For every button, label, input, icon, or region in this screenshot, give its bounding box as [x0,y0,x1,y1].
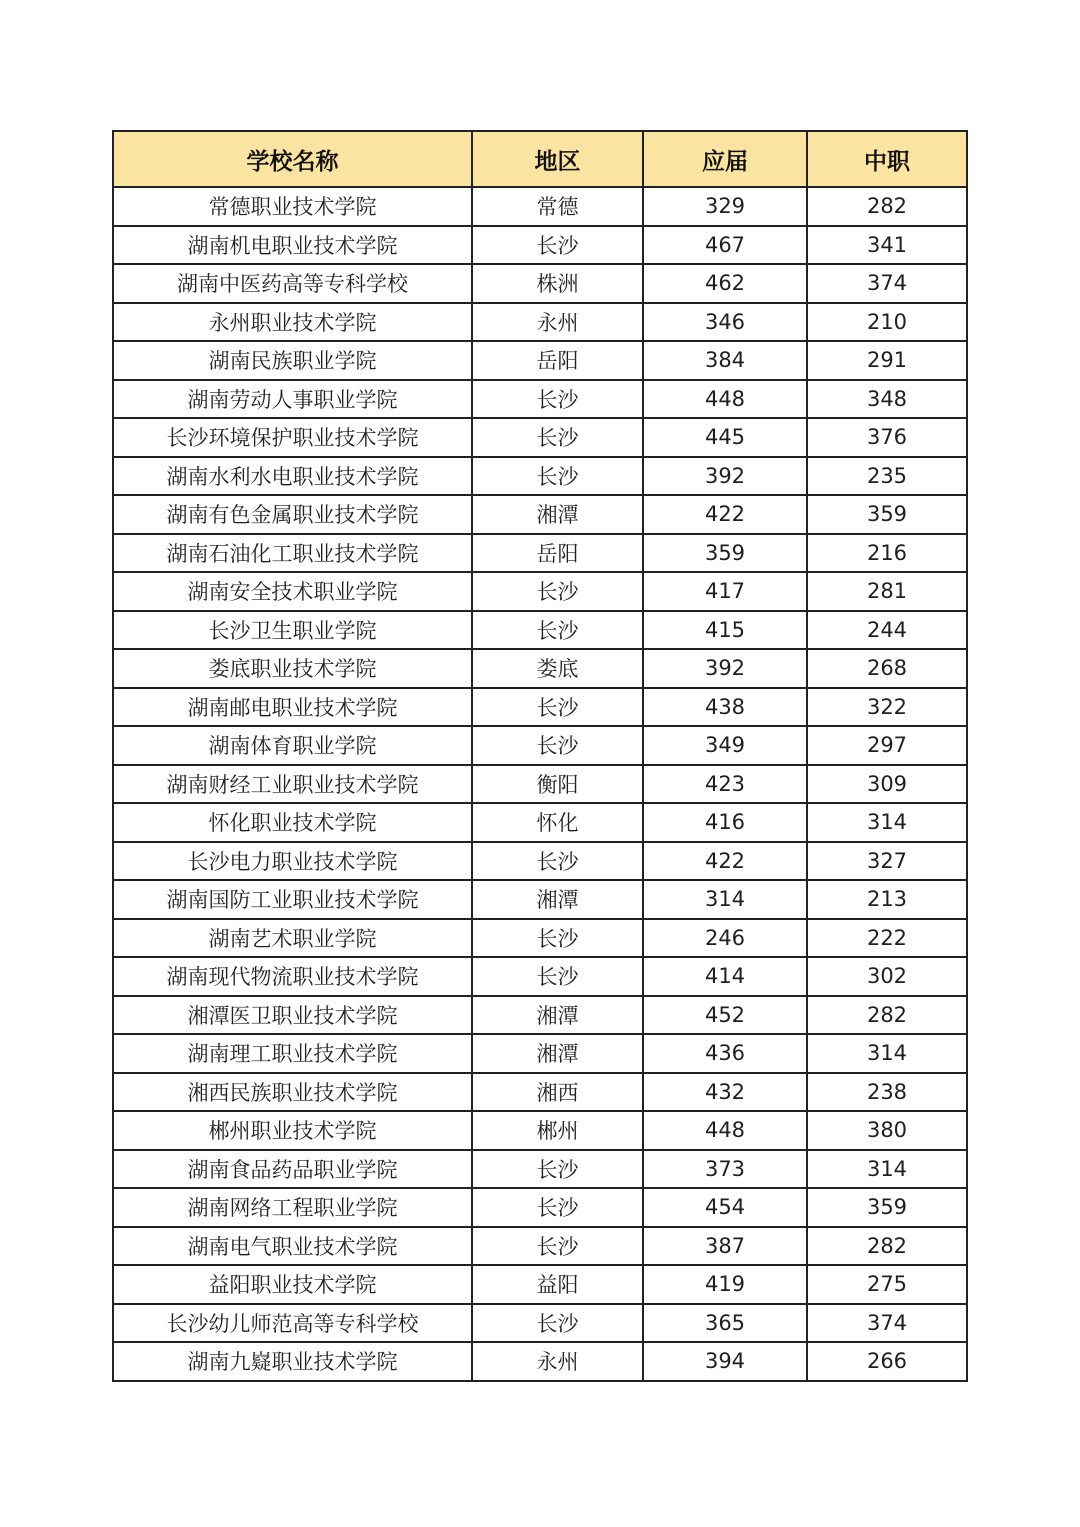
table-row [113,303,967,342]
cell-region: 长沙 [472,1150,643,1189]
table-body [113,187,967,1381]
cell-region: 湘潭 [472,1034,643,1073]
cell-vocational: 268 [807,649,967,688]
table-row [113,1073,967,1112]
cell-current-graduates: 417 [643,572,807,611]
cell-region: 长沙 [472,380,643,419]
cell-region: 长沙 [472,418,643,457]
cell-region: 衡阳 [472,765,643,804]
cell-current-graduates: 349 [643,726,807,765]
cell-school-name: 常德职业技术学院 [113,187,472,226]
cell-current-graduates: 454 [643,1188,807,1227]
cell-vocational: 297 [807,726,967,765]
cell-current-graduates: 415 [643,611,807,650]
table-row [113,842,967,881]
cell-vocational: 359 [807,495,967,534]
cell-region: 长沙 [472,611,643,650]
table-row [113,688,967,727]
cell-region: 长沙 [472,688,643,727]
table-row [113,996,967,1035]
cell-current-graduates: 387 [643,1227,807,1266]
cell-school-name: 湘西民族职业技术学院 [113,1073,472,1112]
cell-region: 怀化 [472,803,643,842]
cell-current-graduates: 422 [643,495,807,534]
cell-school-name: 湖南食品药品职业学院 [113,1150,472,1189]
cell-vocational: 244 [807,611,967,650]
cell-vocational: 282 [807,996,967,1035]
table-row [113,1034,967,1073]
table-row [113,380,967,419]
cell-school-name: 湘潭医卫职业技术学院 [113,996,472,1035]
table-row [113,1150,967,1189]
cell-school-name: 郴州职业技术学院 [113,1111,472,1150]
cell-school-name: 湖南体育职业学院 [113,726,472,765]
cell-current-graduates: 246 [643,919,807,958]
cell-region: 株洲 [472,264,643,303]
cell-vocational: 374 [807,1304,967,1343]
cell-vocational: 213 [807,880,967,919]
header-row [113,131,967,187]
cell-vocational: 359 [807,1188,967,1227]
cell-region: 长沙 [472,919,643,958]
cell-vocational: 210 [807,303,967,342]
cell-region: 长沙 [472,457,643,496]
cell-vocational: 376 [807,418,967,457]
cell-current-graduates: 452 [643,996,807,1035]
cell-region: 长沙 [472,226,643,265]
cell-current-graduates: 436 [643,1034,807,1073]
cell-region: 长沙 [472,726,643,765]
cell-vocational: 291 [807,341,967,380]
cell-region: 长沙 [472,572,643,611]
table-row [113,1342,967,1381]
cell-region: 长沙 [472,842,643,881]
table-row [113,226,967,265]
cell-vocational: 341 [807,226,967,265]
cell-current-graduates: 373 [643,1150,807,1189]
cell-region: 长沙 [472,957,643,996]
cell-current-graduates: 414 [643,957,807,996]
cell-vocational: 327 [807,842,967,881]
cell-region: 长沙 [472,1304,643,1343]
cell-vocational: 222 [807,919,967,958]
cell-current-graduates: 346 [643,303,807,342]
cell-current-graduates: 445 [643,418,807,457]
table-row [113,457,967,496]
cell-school-name: 湖南理工职业技术学院 [113,1034,472,1073]
cell-school-name: 长沙环境保护职业技术学院 [113,418,472,457]
table-row [113,726,967,765]
table-row [113,1111,967,1150]
cell-current-graduates: 462 [643,264,807,303]
table-row [113,1265,967,1304]
cell-vocational: 282 [807,187,967,226]
cell-vocational: 309 [807,765,967,804]
table-row [113,649,967,688]
cell-school-name: 湖南石油化工职业技术学院 [113,534,472,573]
cell-vocational: 348 [807,380,967,419]
cell-current-graduates: 359 [643,534,807,573]
cell-school-name: 湖南安全技术职业学院 [113,572,472,611]
cell-vocational: 238 [807,1073,967,1112]
table-row [113,803,967,842]
cell-school-name: 长沙电力职业技术学院 [113,842,472,881]
cell-current-graduates: 392 [643,649,807,688]
cell-region: 岳阳 [472,341,643,380]
cell-vocational: 282 [807,1227,967,1266]
table-row [113,919,967,958]
table-row [113,611,967,650]
cell-region: 永州 [472,303,643,342]
cell-region: 永州 [472,1342,643,1381]
cell-current-graduates: 314 [643,880,807,919]
cell-vocational: 281 [807,572,967,611]
cell-region: 湘潭 [472,996,643,1035]
header-school-name: 学校名称 [113,131,472,187]
cell-region: 湘潭 [472,880,643,919]
cell-school-name: 湖南网络工程职业学院 [113,1188,472,1227]
table-row [113,264,967,303]
table-row [113,1188,967,1227]
cell-school-name: 湖南电气职业技术学院 [113,1227,472,1266]
table-row [113,418,967,457]
cell-current-graduates: 392 [643,457,807,496]
cell-vocational: 314 [807,1034,967,1073]
cell-region: 常德 [472,187,643,226]
cell-current-graduates: 394 [643,1342,807,1381]
cell-school-name: 湖南机电职业技术学院 [113,226,472,265]
cell-region: 岳阳 [472,534,643,573]
cell-current-graduates: 422 [643,842,807,881]
cell-region: 长沙 [472,1188,643,1227]
cell-school-name: 娄底职业技术学院 [113,649,472,688]
cell-region: 湘潭 [472,495,643,534]
cell-region: 湘西 [472,1073,643,1112]
cell-current-graduates: 365 [643,1304,807,1343]
table-header [113,131,967,187]
cell-school-name: 湖南中医药高等专科学校 [113,264,472,303]
cell-current-graduates: 467 [643,226,807,265]
cell-vocational: 302 [807,957,967,996]
cell-current-graduates: 329 [643,187,807,226]
cell-region: 益阳 [472,1265,643,1304]
cell-school-name: 永州职业技术学院 [113,303,472,342]
cell-school-name: 湖南邮电职业技术学院 [113,688,472,727]
table-row [113,1227,967,1266]
table-row [113,880,967,919]
cell-current-graduates: 416 [643,803,807,842]
cell-current-graduates: 432 [643,1073,807,1112]
cell-vocational: 314 [807,1150,967,1189]
score-table [112,130,968,1382]
cell-school-name: 湖南民族职业学院 [113,341,472,380]
cell-school-name: 长沙卫生职业学院 [113,611,472,650]
score-table-container [112,130,966,1382]
cell-vocational: 374 [807,264,967,303]
cell-vocational: 266 [807,1342,967,1381]
cell-vocational: 380 [807,1111,967,1150]
cell-school-name: 益阳职业技术学院 [113,1265,472,1304]
table-row [113,765,967,804]
cell-current-graduates: 448 [643,380,807,419]
cell-vocational: 314 [807,803,967,842]
table-row [113,957,967,996]
cell-school-name: 湖南水利水电职业技术学院 [113,457,472,496]
cell-vocational: 275 [807,1265,967,1304]
cell-current-graduates: 423 [643,765,807,804]
cell-school-name: 长沙幼儿师范高等专科学校 [113,1304,472,1343]
cell-vocational: 216 [807,534,967,573]
cell-current-graduates: 448 [643,1111,807,1150]
header-current-graduates: 应届 [643,131,807,187]
cell-school-name: 湖南现代物流职业技术学院 [113,957,472,996]
cell-school-name: 湖南劳动人事职业学院 [113,380,472,419]
table-row [113,1304,967,1343]
cell-region: 长沙 [472,1227,643,1266]
cell-current-graduates: 384 [643,341,807,380]
cell-vocational: 235 [807,457,967,496]
cell-school-name: 湖南九嶷职业技术学院 [113,1342,472,1381]
cell-vocational: 322 [807,688,967,727]
cell-current-graduates: 438 [643,688,807,727]
cell-region: 郴州 [472,1111,643,1150]
cell-region: 娄底 [472,649,643,688]
cell-school-name: 湖南艺术职业学院 [113,919,472,958]
cell-school-name: 湖南国防工业职业技术学院 [113,880,472,919]
header-vocational: 中职 [807,131,967,187]
header-region: 地区 [472,131,643,187]
table-row [113,572,967,611]
table-row [113,534,967,573]
cell-school-name: 怀化职业技术学院 [113,803,472,842]
cell-school-name: 湖南有色金属职业技术学院 [113,495,472,534]
table-row [113,495,967,534]
cell-current-graduates: 419 [643,1265,807,1304]
cell-school-name: 湖南财经工业职业技术学院 [113,765,472,804]
table-row [113,341,967,380]
table-row [113,187,967,226]
